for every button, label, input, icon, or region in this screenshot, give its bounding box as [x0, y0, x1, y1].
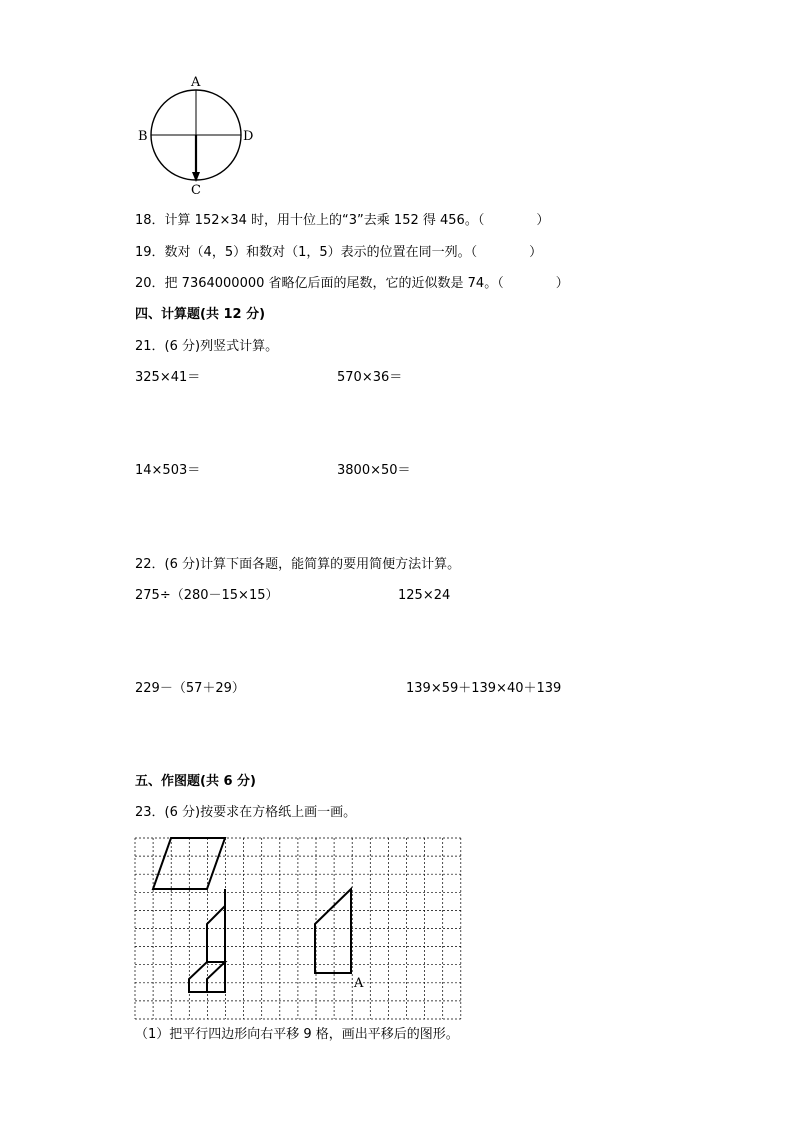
q21-item-2: 570×36＝ — [337, 370, 403, 385]
grid-lines — [135, 838, 461, 1019]
trapezoid-shape — [315, 889, 351, 973]
question-19: 19．数对（4，5）和数对（1，5）表示的位置在同一列。（ ） — [135, 245, 543, 260]
grid-point-label-a: A — [354, 976, 364, 991]
section-5-heading: 五、作图题(共 6 分) — [135, 774, 256, 789]
q22-item-3: 229－（57＋29） — [135, 681, 245, 696]
q22-item-2: 125×24 — [398, 588, 451, 603]
q22-item-4: 139×59＋139×40＋139 — [406, 681, 562, 696]
question-20: 20．把 7364000000 省略亿后面的尾数，它的近似数是 74。（ ） — [135, 276, 569, 291]
compass-label-a: A — [191, 75, 201, 90]
compass-label-d: D — [243, 129, 254, 144]
q21-item-3: 14×503＝ — [135, 463, 201, 478]
question-22-prompt: 22．(6 分)计算下面各题，能简算的要用简便方法计算。 — [135, 557, 461, 572]
staircase-upper-shape — [207, 906, 225, 962]
compass-label-b: B — [138, 129, 148, 144]
q22-item-1: 275÷（280－15×15） — [135, 588, 279, 603]
question-23-sub-1: （1）把平行四边形向右平移 9 格，画出平移后的图形。 — [135, 1027, 459, 1042]
graph-paper — [130, 834, 470, 1014]
compass-label-c: C — [191, 183, 201, 198]
question-18: 18．计算 152×34 时，用十位上的“3”去乘 152 得 456。（ ） — [135, 213, 550, 228]
question-23-prompt: 23．(6 分)按要求在方格纸上画一画。 — [135, 805, 357, 820]
q21-item-1: 325×41＝ — [135, 370, 201, 385]
q21-item-4: 3800×50＝ — [337, 463, 411, 478]
compass-diagram — [135, 72, 265, 197]
section-4-heading: 四、计算题(共 12 分) — [135, 307, 266, 322]
question-21-prompt: 21．(6 分)列竖式计算。 — [135, 339, 279, 354]
